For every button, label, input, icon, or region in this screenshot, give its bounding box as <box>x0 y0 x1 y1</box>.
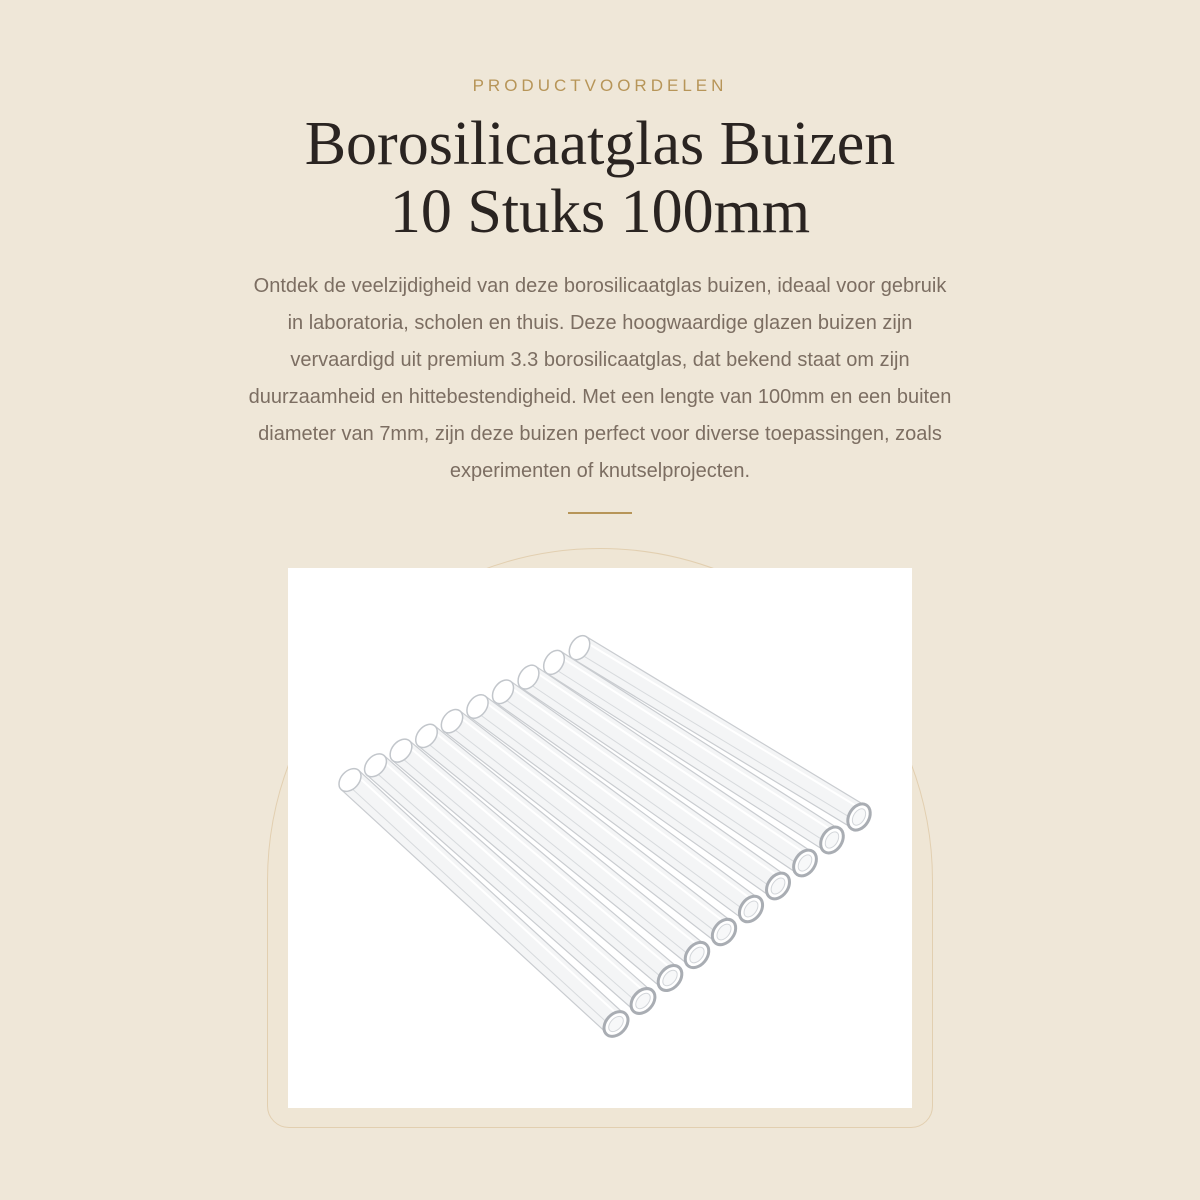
title-line-2: 10 Stuks 100mm <box>389 178 811 246</box>
product-image <box>288 568 912 1108</box>
section-divider <box>568 512 632 514</box>
page-title <box>100 110 1100 246</box>
description-line: in laboratoria, scholen en thuis. Deze hoogwaardige glazen buizen zijn <box>287 312 913 334</box>
description-line: Ontdek de veelzijdigheid van deze borosilicaatglas buizen, ideaal voor gebruik <box>253 275 947 297</box>
description-line: experimenten of knutselprojecten. <box>449 460 751 482</box>
description-line: vervaardigd uit premium 3.3 borosilicaatglas, dat bekend staat om zijn <box>290 349 910 371</box>
description-line: duurzaamheid en hittebestendigheid. Met een lengte van 100mm en een buiten <box>248 386 952 408</box>
glass-tubes-illustration <box>288 568 912 1108</box>
title-line-1: Borosilicaatglas Buizen <box>304 110 896 178</box>
product-description <box>170 268 1030 490</box>
eyebrow-label: PRODUCTVOORDELEN <box>472 76 728 95</box>
description-line: diameter van 7mm, zijn deze buizen perfect voor diverse toepassingen, zoals <box>258 423 942 445</box>
